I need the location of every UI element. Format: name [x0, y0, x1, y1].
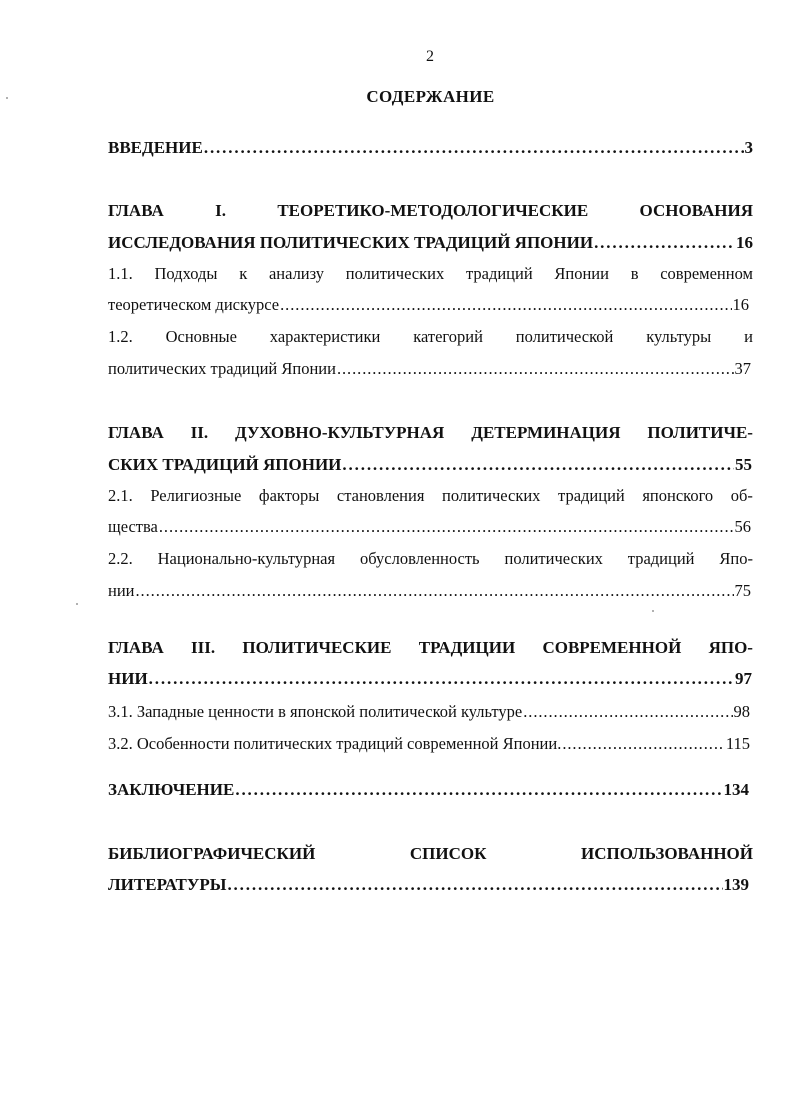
toc-section-2-2-line2 — [108, 577, 751, 605]
scan-speck — [6, 97, 8, 99]
toc-chapter-3-line2 — [108, 665, 752, 693]
entry-text: ЗАКЛЮЧЕНИЕ — [108, 780, 235, 799]
dot-leader — [149, 665, 734, 693]
entry-page: 98 — [733, 702, 750, 721]
entry-text: 3.1. Западные ценности в японской политической культуре — [108, 702, 523, 721]
word: ГЛАВА — [108, 638, 164, 657]
word: Основные — [165, 327, 237, 346]
entry-page: 55 — [735, 455, 752, 474]
word: обусловленность — [360, 549, 480, 568]
entry-text: нии — [108, 581, 135, 600]
dot-leader — [523, 698, 732, 726]
word: политических — [504, 549, 603, 568]
entry-page: 134 — [723, 780, 749, 799]
word: традиций — [558, 486, 625, 505]
toc-section-2-1-line1 — [108, 482, 753, 510]
entry-page: 56 — [734, 517, 751, 536]
word: I. — [215, 201, 226, 220]
entry-page: 115 — [725, 734, 750, 753]
entry-text: политических традиций Японии — [108, 359, 336, 378]
toc-chapter-2-line1 — [108, 419, 753, 447]
page-number: 2 — [426, 48, 434, 65]
toc-section-1-2-line1 — [108, 323, 753, 351]
toc-chapter-3-line1 — [108, 634, 753, 662]
word: категорий — [413, 327, 483, 346]
word: об- — [730, 486, 753, 505]
word: японского — [642, 486, 714, 505]
word: III. — [191, 638, 216, 657]
dot-leader — [136, 577, 734, 605]
toc-section-3-1 — [108, 698, 750, 726]
entry-text: ЛИТЕРАТУРЫ — [108, 875, 227, 894]
word: традиций — [627, 549, 695, 568]
toc-section-2-1-line2 — [108, 513, 751, 541]
entry-text: ИССЛЕДОВАНИЯ ПОЛИТИЧЕСКИХ ТРАДИЦИЙ ЯПОНИИ — [108, 233, 594, 252]
word: анализу — [268, 264, 325, 283]
word: 1.2. — [108, 327, 133, 346]
dot-leader — [280, 291, 731, 319]
word: II. — [190, 423, 209, 442]
word: ДЕТЕРМИНАЦИЯ — [471, 423, 621, 442]
word: ОСНОВАНИЯ — [639, 201, 753, 220]
scan-speck — [76, 603, 78, 605]
word: Национально-культурная — [157, 549, 336, 568]
toc-chapter-1-line2 — [108, 229, 753, 257]
word: ТРАДИЦИИ — [418, 638, 516, 657]
toc-chapter-2-line2 — [108, 451, 752, 479]
word: ПОЛИТИЧЕСКИЕ — [242, 638, 392, 657]
word: ДУХОВНО-КУЛЬТУРНАЯ — [235, 423, 445, 442]
word: 2.2. — [108, 549, 133, 568]
entry-text: ВВЕДЕНИЕ — [108, 138, 203, 157]
word: ТЕОРЕТИКО-МЕТОДОЛОГИЧЕСКИЕ — [277, 201, 589, 220]
entry-text: СКИХ ТРАДИЦИЙ ЯПОНИИ — [108, 455, 342, 474]
entry-page: 139 — [723, 875, 749, 894]
word: характеристики — [269, 327, 381, 346]
dot-leader — [235, 776, 722, 804]
entry-page: 16 — [732, 295, 749, 314]
word: 2.1. — [108, 486, 133, 505]
entry-page: 37 — [734, 359, 751, 378]
word: политических — [345, 264, 445, 283]
word: ГЛАВА — [108, 201, 164, 220]
toc-title: СОДЕРЖАНИЕ — [366, 87, 495, 106]
word: ГЛАВА — [108, 423, 164, 442]
toc-bibliography-line2 — [108, 871, 749, 899]
toc-chapter-1-line1 — [108, 197, 753, 225]
word: и — [744, 327, 753, 346]
word: Японии — [554, 264, 609, 283]
entry-page: 97 — [735, 669, 752, 688]
dot-leader — [562, 730, 725, 758]
dot-leader — [594, 229, 735, 257]
word: СОВРЕМЕННОЙ — [542, 638, 682, 657]
word: в — [630, 264, 639, 283]
entry-text: НИИ — [108, 669, 148, 688]
word: ИСПОЛЬЗОВАННОЙ — [581, 844, 753, 863]
toc-entry-conclusion — [108, 776, 749, 804]
word: факторы — [258, 486, 320, 505]
toc-section-1-1-line1 — [108, 260, 753, 288]
dot-leader — [337, 355, 734, 383]
entry-page: 75 — [734, 581, 751, 600]
word: политической — [515, 327, 614, 346]
word: современном — [660, 264, 753, 283]
word: культуры — [646, 327, 712, 346]
dot-leader — [159, 513, 734, 541]
word: политических — [442, 486, 541, 505]
word: БИБЛИОГРАФИЧЕСКИЙ — [108, 844, 316, 863]
toc-section-1-1-line2 — [108, 291, 749, 319]
dot-leader — [342, 451, 734, 479]
entry-text: щества — [108, 517, 158, 536]
word: Подходы — [154, 264, 218, 283]
entry-page: 3 — [744, 138, 753, 157]
toc-entry-introduction — [108, 134, 753, 162]
word: к — [239, 264, 248, 283]
toc-section-2-2-line1 — [108, 545, 753, 573]
dot-leader — [227, 871, 722, 899]
word: Религиозные — [150, 486, 242, 505]
word: 1.1. — [108, 264, 133, 283]
toc-bibliography-line1 — [108, 840, 753, 868]
entry-page: 16 — [736, 233, 753, 252]
word: Япо- — [719, 549, 753, 568]
entry-text: теоретическом дискурсе — [108, 295, 280, 314]
toc-section-1-2-line2 — [108, 355, 751, 383]
word: ПОЛИТИЧЕ- — [647, 423, 753, 442]
entry-text: 3.2. Особенности политических традиций современной Японии. — [108, 734, 562, 753]
toc-section-3-2 — [108, 730, 750, 758]
word: становления — [336, 486, 425, 505]
dot-leader — [204, 134, 744, 162]
word: ЯПО- — [708, 638, 753, 657]
word: СПИСОК — [409, 844, 487, 863]
word: традиций — [465, 264, 533, 283]
scan-speck — [652, 610, 654, 612]
